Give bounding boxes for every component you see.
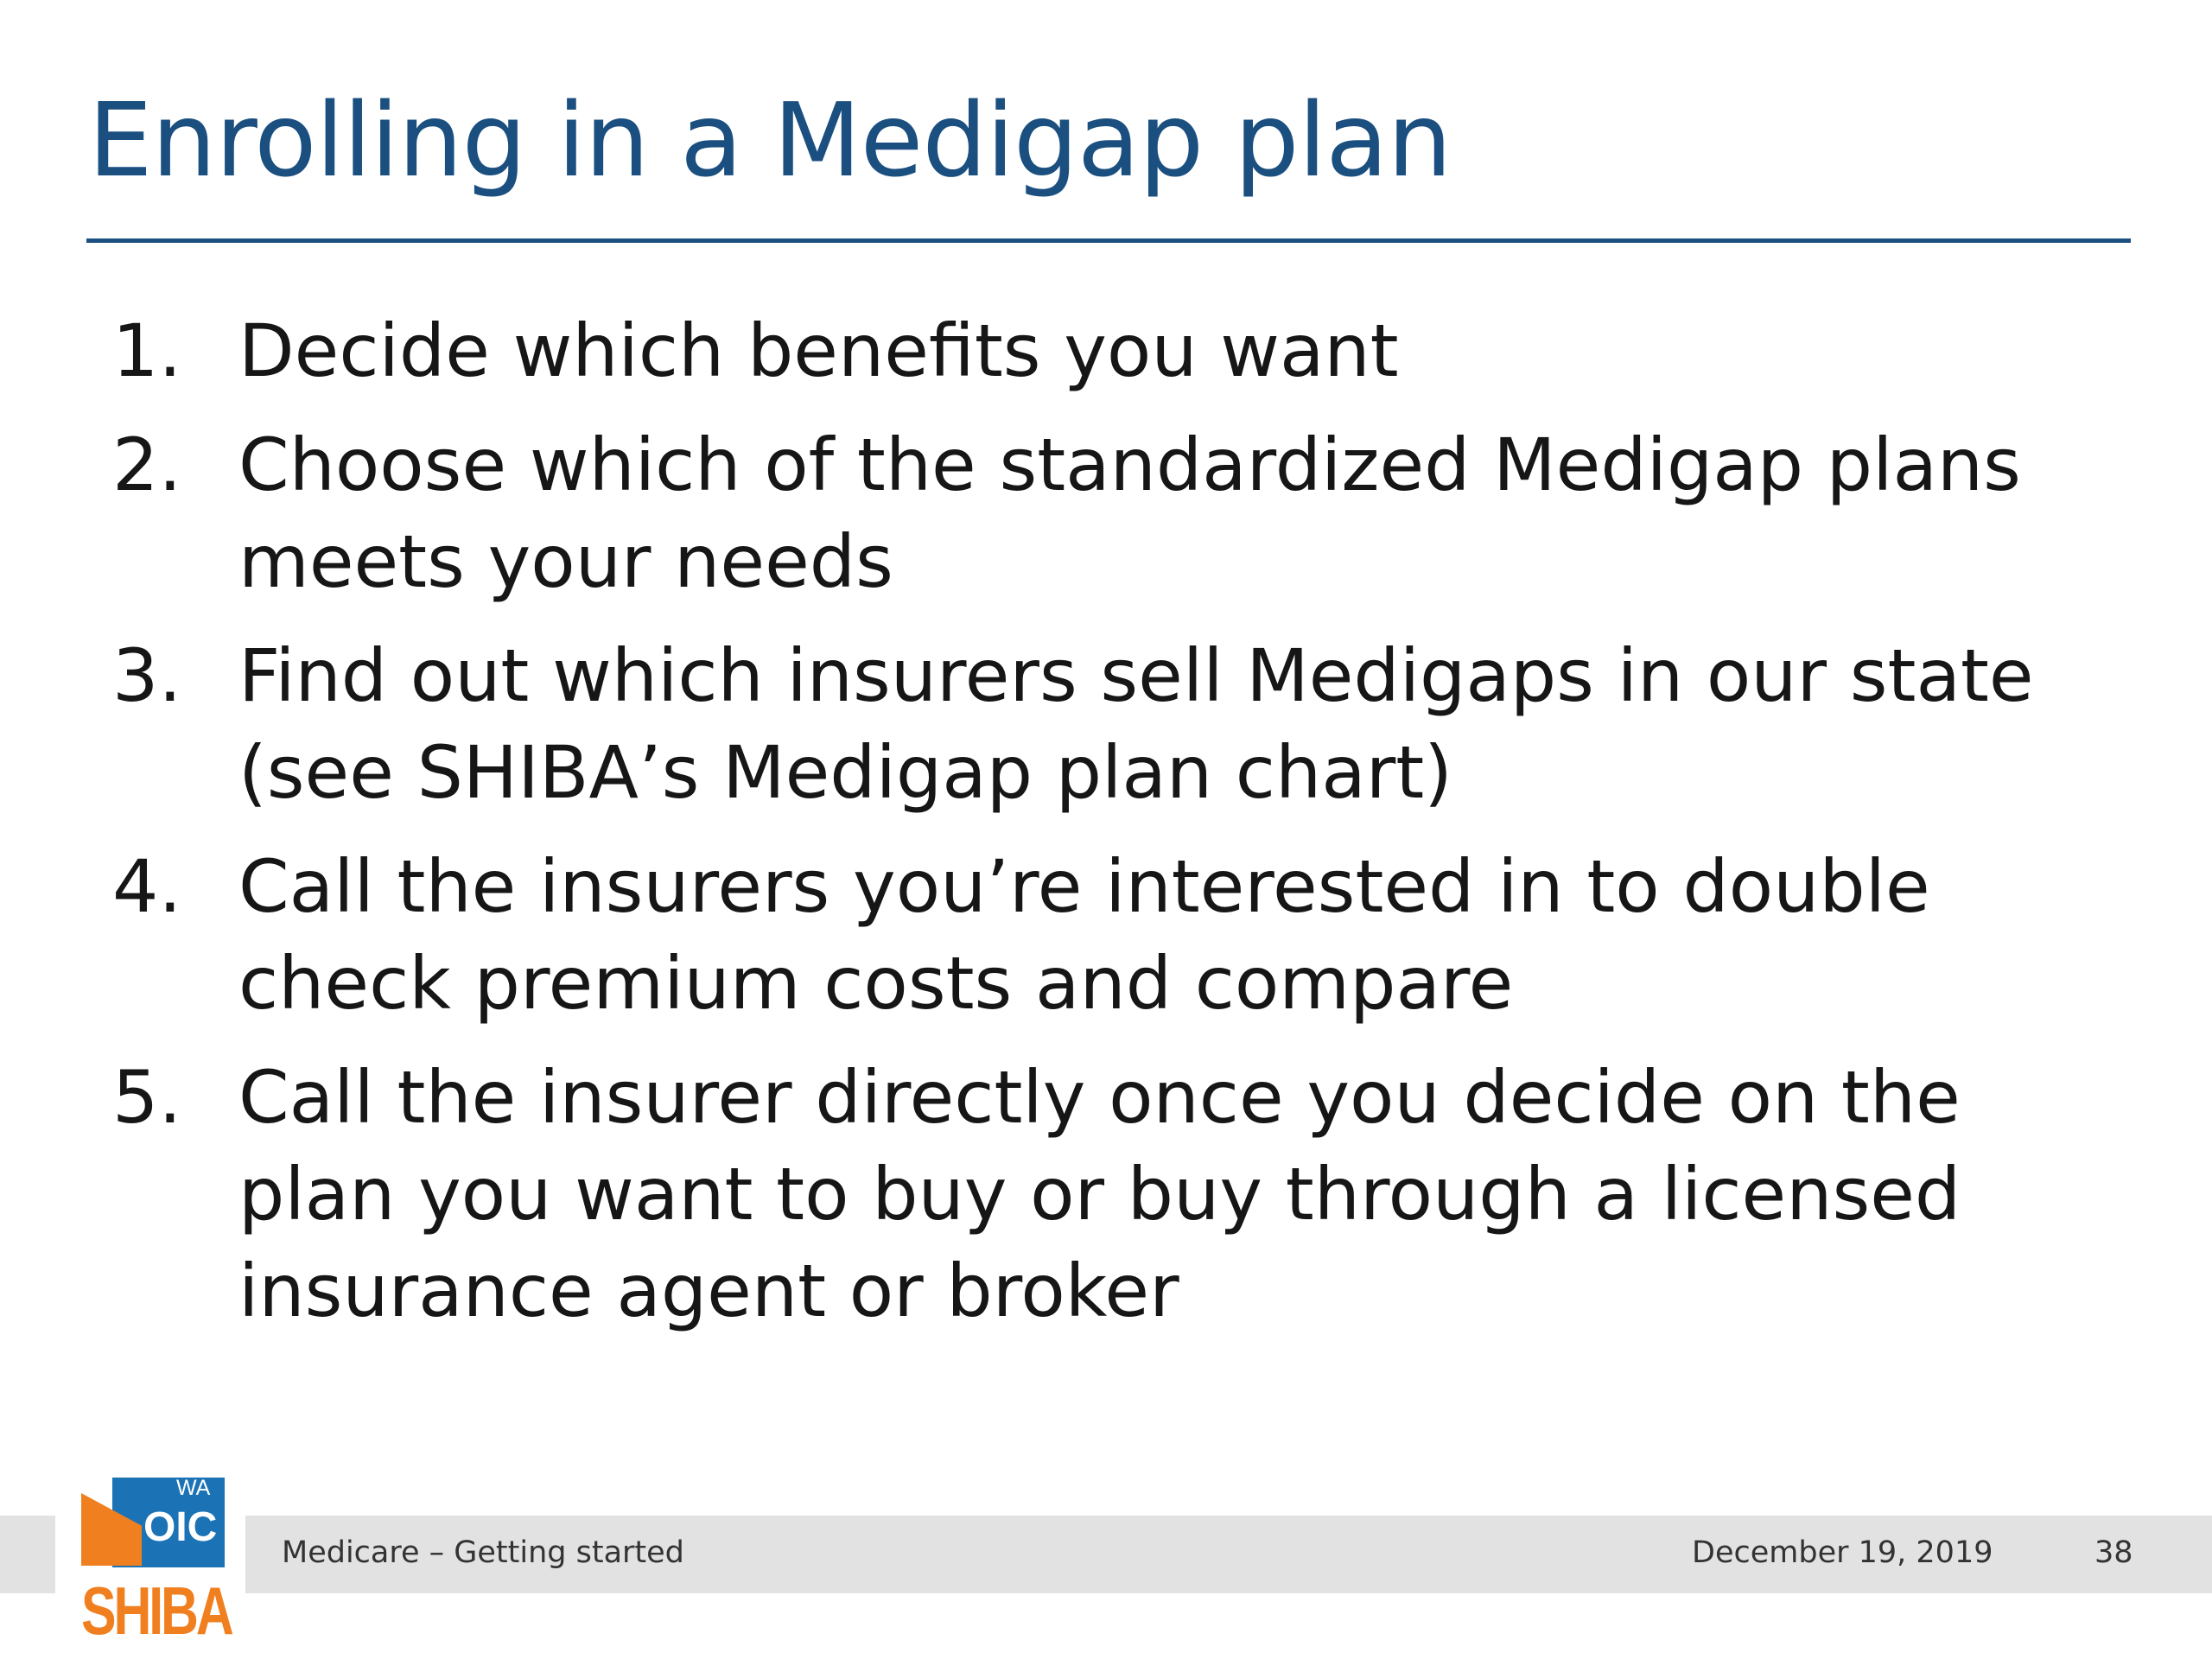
slide-title: Enrolling in a Medigap plan: [88, 80, 1452, 200]
footer-page-number: 38: [2094, 1535, 2133, 1570]
list-item: [112, 416, 2100, 610]
step-number: 4.: [112, 844, 182, 929]
step-text-line: (see SHIBA’s Medigap plan chart): [238, 730, 1452, 815]
logo-shiba-text: SHIBA: [81, 1573, 232, 1649]
list-item: [112, 1049, 2100, 1339]
list-item: [112, 838, 2100, 1032]
step-text-line: Call the insurer directly once you decide on the: [238, 1055, 1961, 1140]
step-text-line: Decide which benefits you want: [238, 308, 1399, 393]
step-number: 2.: [112, 423, 182, 507]
step-text-line: check premium costs and compare: [238, 941, 1514, 1026]
step-text: [238, 838, 2100, 1032]
logo-oic-text: OIC: [143, 1504, 218, 1550]
logo-wa-text: WA: [176, 1476, 211, 1500]
list-item: [112, 302, 2100, 399]
step-text-line: meets your needs: [238, 519, 893, 604]
step-text: [238, 627, 2100, 821]
footer-presentation-title: Medicare – Getting started: [282, 1535, 684, 1570]
step-number: 3.: [112, 633, 182, 718]
step-text: [238, 302, 2100, 399]
list-item: [112, 627, 2100, 821]
step-text: [238, 1049, 2100, 1339]
step-text-line: insurance agent or broker: [238, 1249, 1179, 1333]
enrollment-steps-list: [112, 302, 2100, 1357]
wa-oic-shiba-logo: [55, 1476, 245, 1657]
step-text-line: plan you want to buy or buy through a licensed: [238, 1152, 1961, 1236]
step-text-line: Find out which insurers sell Medigaps in our state: [238, 633, 2034, 718]
step-text-line: Choose which of the standardized Medigap plans: [238, 423, 2021, 507]
footer-date: December 19, 2019: [1692, 1535, 1993, 1570]
title-underline: [86, 238, 2131, 243]
step-number: 1.: [112, 308, 182, 393]
step-text-line: Call the insurers you’re interested in to double: [238, 844, 1930, 929]
step-number: 5.: [112, 1055, 182, 1140]
step-text: [238, 416, 2100, 610]
